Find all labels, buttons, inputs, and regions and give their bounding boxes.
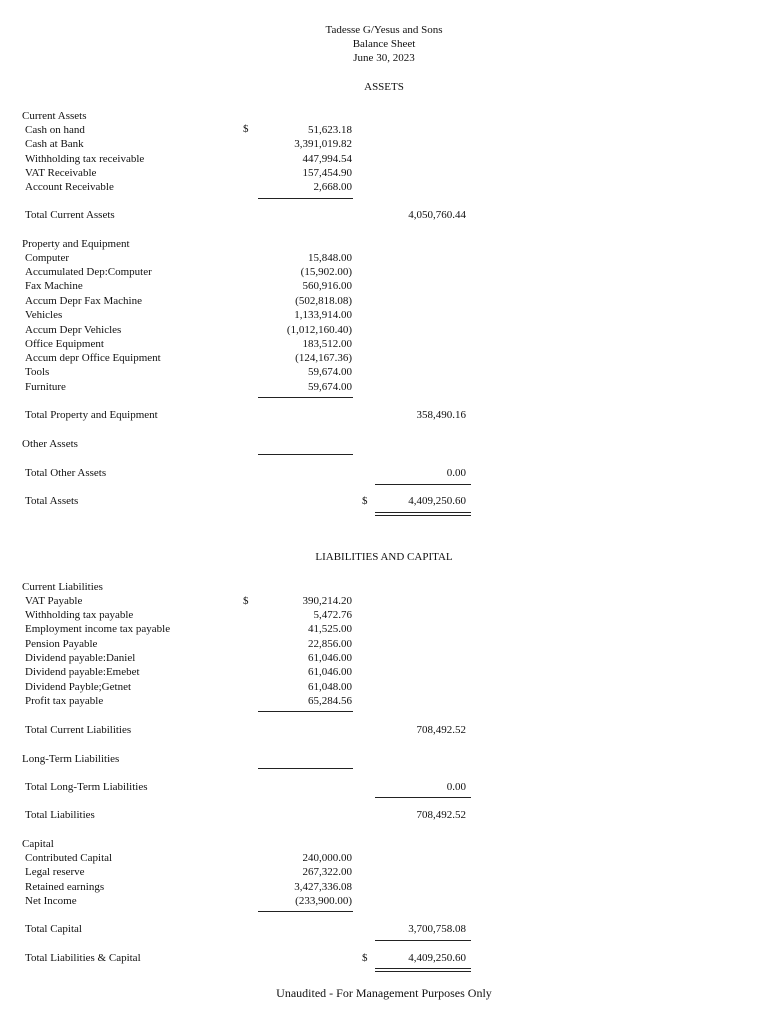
line-item-label: Furniture xyxy=(25,381,66,393)
double-underline xyxy=(375,968,471,972)
line-item-amount: 267,322.00 xyxy=(302,866,352,878)
total-liabilities-amount: 708,492.52 xyxy=(416,809,466,821)
line-item-amount: 2,668.00 xyxy=(313,181,352,193)
total-long-term-liabilities-label: Total Long-Term Liabilities xyxy=(25,781,148,793)
total-ppe-label: Total Property and Equipment xyxy=(25,409,158,421)
line-item-amount: 59,674.00 xyxy=(308,366,352,378)
line-item-label: VAT Receivable xyxy=(25,167,97,179)
line-item-label: Legal reserve xyxy=(25,866,85,878)
line-item-label: Withholding tax receivable xyxy=(25,153,145,165)
line-item-label: VAT Payable xyxy=(25,595,83,607)
total-liabilities-capital-amount: 4,409,250.60 xyxy=(408,952,466,964)
total-rule xyxy=(375,940,471,941)
line-item-label: Profit tax payable xyxy=(25,695,104,707)
line-item-label: Accum Depr Fax Machine xyxy=(25,295,142,307)
total-current-assets-amount: 4,050,760.44 xyxy=(408,209,466,221)
total-capital-label: Total Capital xyxy=(25,923,82,935)
line-item-amount: (1,012,160.40) xyxy=(286,324,352,336)
statement-date: June 30, 2023 xyxy=(353,52,415,64)
line-item-label: Accum Depr Vehicles xyxy=(25,324,122,336)
line-item-amount: 183,512.00 xyxy=(302,338,352,350)
double-underline xyxy=(375,512,471,516)
line-item-label: Dividend Payble;Getnet xyxy=(25,681,132,693)
subtotal-rule xyxy=(258,768,353,769)
line-item-label: Cash on hand xyxy=(25,124,85,136)
line-item-amount: (124,167.36) xyxy=(295,352,352,364)
line-item-amount: 3,391,019.82 xyxy=(294,138,352,150)
line-item-amount: 15,848.00 xyxy=(308,252,352,264)
line-item-label: Withholding tax payable xyxy=(25,609,134,621)
line-item-amount: 1,133,914.00 xyxy=(294,309,352,321)
line-item-label: Employment income tax payable xyxy=(25,623,171,635)
line-item-amount: 22,856.00 xyxy=(308,638,352,650)
line-item-amount: 5,472.76 xyxy=(313,609,352,621)
total-rule xyxy=(375,484,471,485)
subtotal-rule xyxy=(258,911,353,912)
line-item-label: Tools xyxy=(25,366,50,378)
subtotal-rule xyxy=(258,711,353,712)
line-item-label: Pension Payable xyxy=(25,638,98,650)
total-current-liabilities-amount: 708,492.52 xyxy=(416,724,466,736)
line-item-label: Office Equipment xyxy=(25,338,104,350)
line-item-label: Accum depr Office Equipment xyxy=(25,352,161,364)
ppe-heading: Property and Equipment xyxy=(22,238,130,250)
line-item-label: Fax Machine xyxy=(25,280,83,292)
long-term-liabilities-heading: Long-Term Liabilities xyxy=(22,753,120,765)
line-item-amount: 65,284.56 xyxy=(308,695,352,707)
total-rule xyxy=(375,797,471,798)
line-item-amount: 560,916.00 xyxy=(302,280,352,292)
line-item-label: Net Income xyxy=(25,895,77,907)
total-long-term-liabilities-amount: 0.00 xyxy=(446,781,466,793)
subtotal-rule xyxy=(258,198,353,199)
currency-symbol: $ xyxy=(243,123,249,135)
liabilities-capital-heading: LIABILITIES AND CAPITAL xyxy=(315,551,453,563)
line-item-amount: 51,623.18 xyxy=(308,124,352,136)
statement-title: Balance Sheet xyxy=(352,38,416,50)
currency-symbol: $ xyxy=(362,495,368,507)
total-assets-amount: 4,409,250.60 xyxy=(408,495,466,507)
line-item-label: Cash at Bank xyxy=(25,138,84,150)
line-item-amount: (502,818.08) xyxy=(295,295,352,307)
total-other-assets-amount: 0.00 xyxy=(446,467,466,479)
line-item-label: Account Receivable xyxy=(25,181,114,193)
currency-symbol: $ xyxy=(362,952,368,964)
line-item-amount: 61,048.00 xyxy=(308,681,352,693)
total-liabilities-label: Total Liabilities xyxy=(25,809,95,821)
total-liabilities-capital-label: Total Liabilities & Capital xyxy=(25,952,141,964)
total-assets-label: Total Assets xyxy=(25,495,79,507)
subtotal-rule xyxy=(258,454,353,455)
line-item-label: Contributed Capital xyxy=(25,852,113,864)
line-item-amount: 41,525.00 xyxy=(308,623,352,635)
total-ppe-amount: 358,490.16 xyxy=(416,409,466,421)
line-item-amount: 240,000.00 xyxy=(302,852,352,864)
company-name: Tadesse G/Yesus and Sons xyxy=(325,24,443,36)
line-item-amount: 59,674.00 xyxy=(308,381,352,393)
line-item-amount: (233,900.00) xyxy=(295,895,352,907)
subtotal-rule xyxy=(258,397,353,398)
line-item-amount: 447,994.54 xyxy=(302,153,352,165)
current-liabilities-heading: Current Liabilities xyxy=(22,581,103,593)
line-item-amount: 3,427,336.08 xyxy=(294,881,352,893)
other-assets-heading: Other Assets xyxy=(22,438,78,450)
total-other-assets-label: Total Other Assets xyxy=(25,467,107,479)
line-item-label: Vehicles xyxy=(25,309,63,321)
current-assets-heading: Current Assets xyxy=(22,110,87,122)
capital-heading: Capital xyxy=(22,838,54,850)
line-item-amount: (15,902.00) xyxy=(300,266,352,278)
total-capital-amount: 3,700,758.08 xyxy=(408,923,466,935)
line-item-amount: 390,214.20 xyxy=(302,595,352,607)
line-item-label: Dividend payable:Emebet xyxy=(25,666,140,678)
line-item-amount: 61,046.00 xyxy=(308,666,352,678)
line-item-label: Dividend payable:Daniel xyxy=(25,652,136,664)
total-current-assets-label: Total Current Assets xyxy=(25,209,115,221)
footer-note: Unaudited - For Management Purposes Only xyxy=(276,986,492,1000)
line-item-label: Computer xyxy=(25,252,69,264)
total-current-liabilities-label: Total Current Liabilities xyxy=(25,724,132,736)
line-item-label: Accumulated Dep:Computer xyxy=(25,266,152,278)
line-item-label: Retained earnings xyxy=(25,881,105,893)
line-item-amount: 61,046.00 xyxy=(308,652,352,664)
assets-heading: ASSETS xyxy=(364,81,404,93)
currency-symbol: $ xyxy=(243,595,249,607)
line-item-amount: 157,454.90 xyxy=(302,167,352,179)
